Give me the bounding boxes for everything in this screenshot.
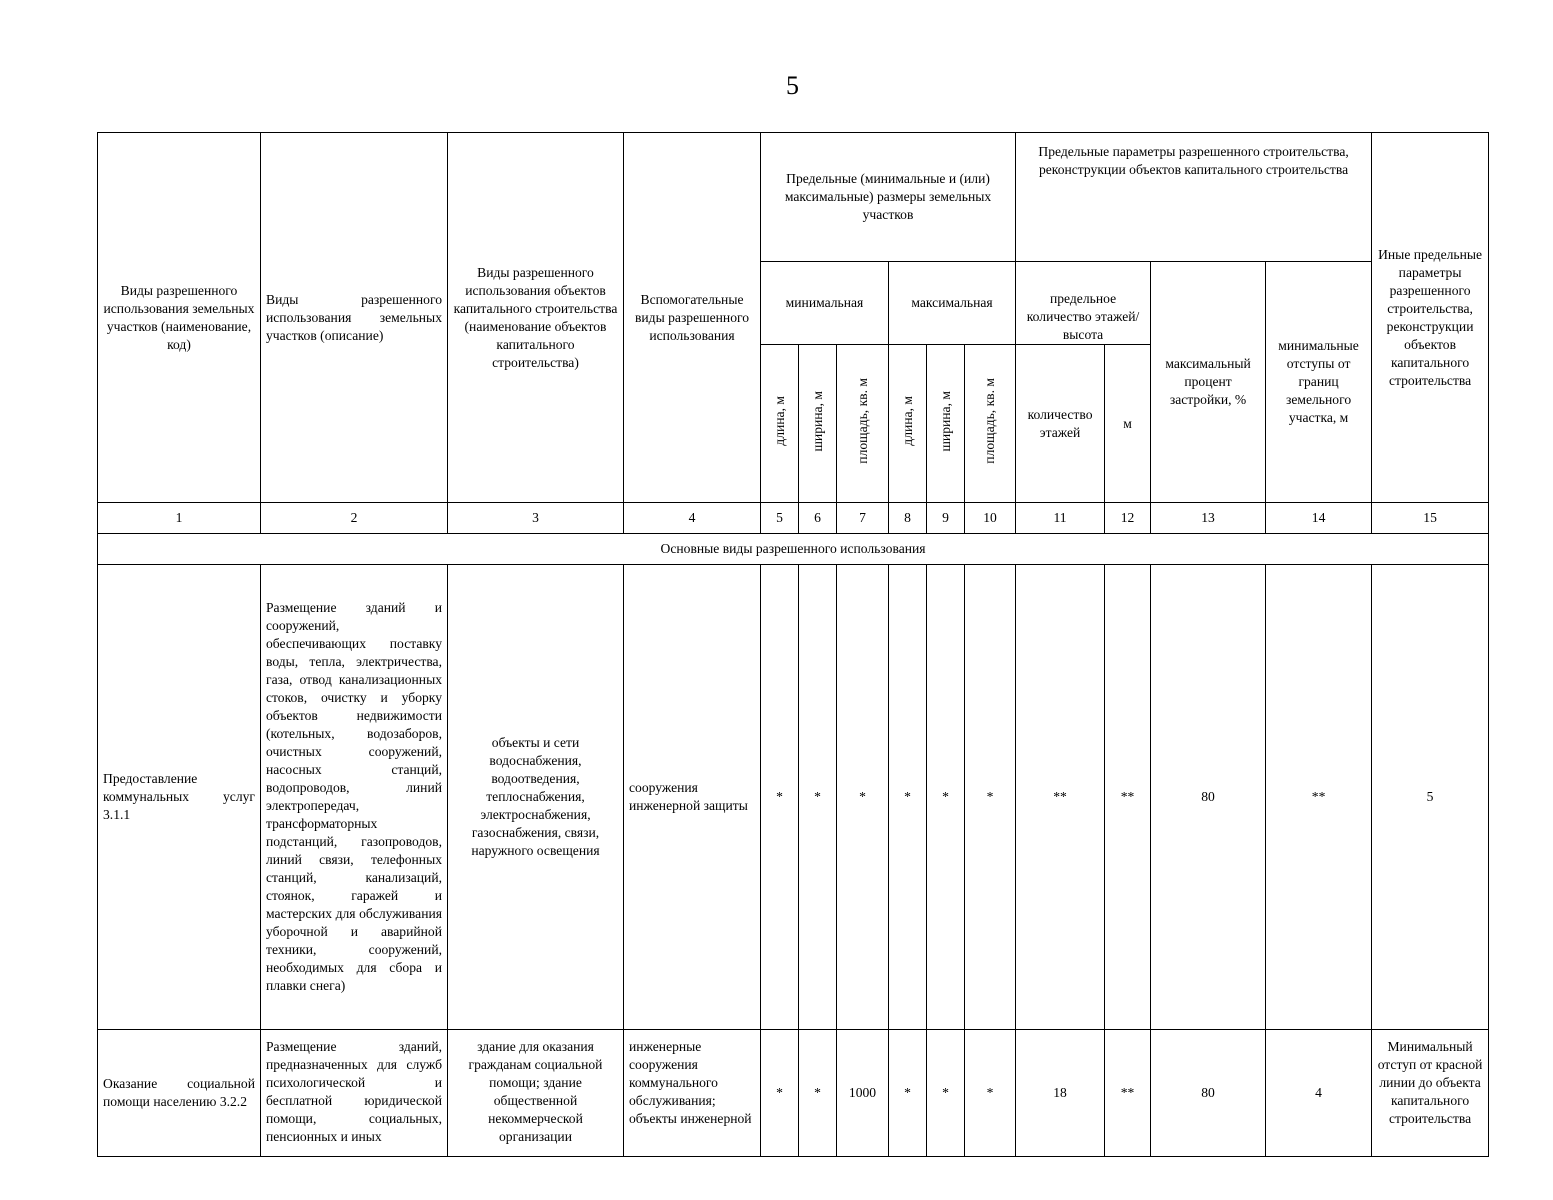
column-number-row: [98, 503, 1489, 534]
header-min-width: ширина, м: [799, 345, 837, 503]
header-col-15: Иные предельные параметры разрешенного строительства, реконструкции объектов капитального строительства: [1372, 133, 1489, 503]
row-other: 5: [1372, 565, 1489, 1030]
row-description: Размещение зданий и сооружений, обеспечивающих поставку воды, тепла, электричества, газа, отвод канализационных стоков, очистку и уборку объектов недвижимости (котельных, водозаборов, очистных сооружений, насосных станций, водопроводов, линий электропередач, трансформаторных подстанций, газопроводов, линий связи, телефонных станций, канализаций, стоянок, гаражей и мастерских для обслуживания уборочной и аварийной техники, сооружений, необходимых для сбора и плавки снега): [261, 565, 448, 1030]
section-title: Основные виды разрешенного использования: [98, 534, 1489, 565]
row-floors: **: [1016, 565, 1105, 1030]
column-number: 8: [889, 503, 927, 534]
row-floors: 18: [1016, 1030, 1105, 1157]
header-plot-size-group: Предельные (минимальные и (или) максимальные) размеры земельных участков: [761, 133, 1016, 262]
header-min-area: площадь, кв. м: [837, 345, 889, 503]
row-max-area: *: [965, 1030, 1016, 1157]
header-floors-count: количество этажей: [1016, 345, 1105, 503]
header-meters: м: [1105, 345, 1151, 503]
column-number: 1: [98, 503, 261, 534]
column-number: 12: [1105, 503, 1151, 534]
row-max-percent: 80: [1151, 565, 1266, 1030]
column-number: 9: [927, 503, 965, 534]
row-description: Размещение зданий, предназначенных для служб психологической и бесплатной юридической помощи, социальных, пенсионных и иных: [261, 1030, 448, 1157]
row-max-length: *: [889, 1030, 927, 1157]
row-max-area: *: [965, 565, 1016, 1030]
column-number: 10: [965, 503, 1016, 534]
header-col-3: Виды разрешенного использования объектов капитального строительства (наименование объектов капитального строительства): [448, 133, 624, 503]
row-other: Минимальный отступ от красной линии до объекта капитального строительства: [1372, 1030, 1489, 1157]
row-min-width: *: [799, 1030, 837, 1157]
row-auxiliary: инженерные сооружения коммунального обслуживания; объекты инженерной: [624, 1030, 761, 1157]
header-min-setback: минимальные отступы от границ земельного участка, м: [1266, 262, 1372, 503]
row-height-m: **: [1105, 565, 1151, 1030]
row-height-m: **: [1105, 1030, 1151, 1157]
header-floors-group: предельное количество этажей/высота: [1016, 262, 1151, 345]
table-row: [98, 1030, 1489, 1157]
row-name: Предоставление коммунальных услуг 3.1.1: [98, 565, 261, 1030]
header-col-4: Вспомогательные виды разрешенного использования: [624, 133, 761, 503]
row-auxiliary: сооружения инженерной защиты: [624, 565, 761, 1030]
column-number: 11: [1016, 503, 1105, 534]
column-number: 3: [448, 503, 624, 534]
header-max: максимальная: [889, 262, 1016, 345]
header-col-2: Виды разрешенного использования земельных участков (описание): [261, 133, 448, 503]
row-name: Оказание социальной помощи населению 3.2.2: [98, 1030, 261, 1157]
row-setback: **: [1266, 565, 1372, 1030]
column-number: 15: [1372, 503, 1489, 534]
row-min-area: *: [837, 565, 889, 1030]
header-col-1: Виды разрешенного использования земельных участков (наименование, код): [98, 133, 261, 503]
column-number: 7: [837, 503, 889, 534]
row-objects: объекты и сети водоснабжения, водоотведения, теплоснабжения, электроснабжения, газоснабжения, связи, наружного освещения: [448, 565, 624, 1030]
column-number: 2: [261, 503, 448, 534]
regulations-table: [97, 132, 1489, 1157]
header-min-length: длина, м: [761, 345, 799, 503]
column-number: 14: [1266, 503, 1372, 534]
table-row: [98, 565, 1489, 1030]
header-max-length: длина, м: [889, 345, 927, 503]
header-min: минимальная: [761, 262, 889, 345]
header-params-group: Предельные параметры разрешенного строительства, реконструкции объектов капитального строительства: [1016, 133, 1372, 262]
row-max-length: *: [889, 565, 927, 1030]
row-min-length: *: [761, 1030, 799, 1157]
row-min-length: *: [761, 565, 799, 1030]
column-number: 5: [761, 503, 799, 534]
column-number: 4: [624, 503, 761, 534]
row-max-width: *: [927, 565, 965, 1030]
column-number: 6: [799, 503, 837, 534]
header-max-area: площадь, кв. м: [965, 345, 1016, 503]
row-min-area: 1000: [837, 1030, 889, 1157]
page-number: 5: [786, 71, 799, 100]
row-setback: 4: [1266, 1030, 1372, 1157]
column-number: 13: [1151, 503, 1266, 534]
header-max-width: ширина, м: [927, 345, 965, 503]
row-min-width: *: [799, 565, 837, 1030]
row-max-percent: 80: [1151, 1030, 1266, 1157]
row-max-width: *: [927, 1030, 965, 1157]
header-max-percent: максимальный процент застройки, %: [1151, 262, 1266, 503]
row-objects: здание для оказания гражданам социальной помощи; здание общественной некоммерческой организации: [448, 1030, 624, 1157]
